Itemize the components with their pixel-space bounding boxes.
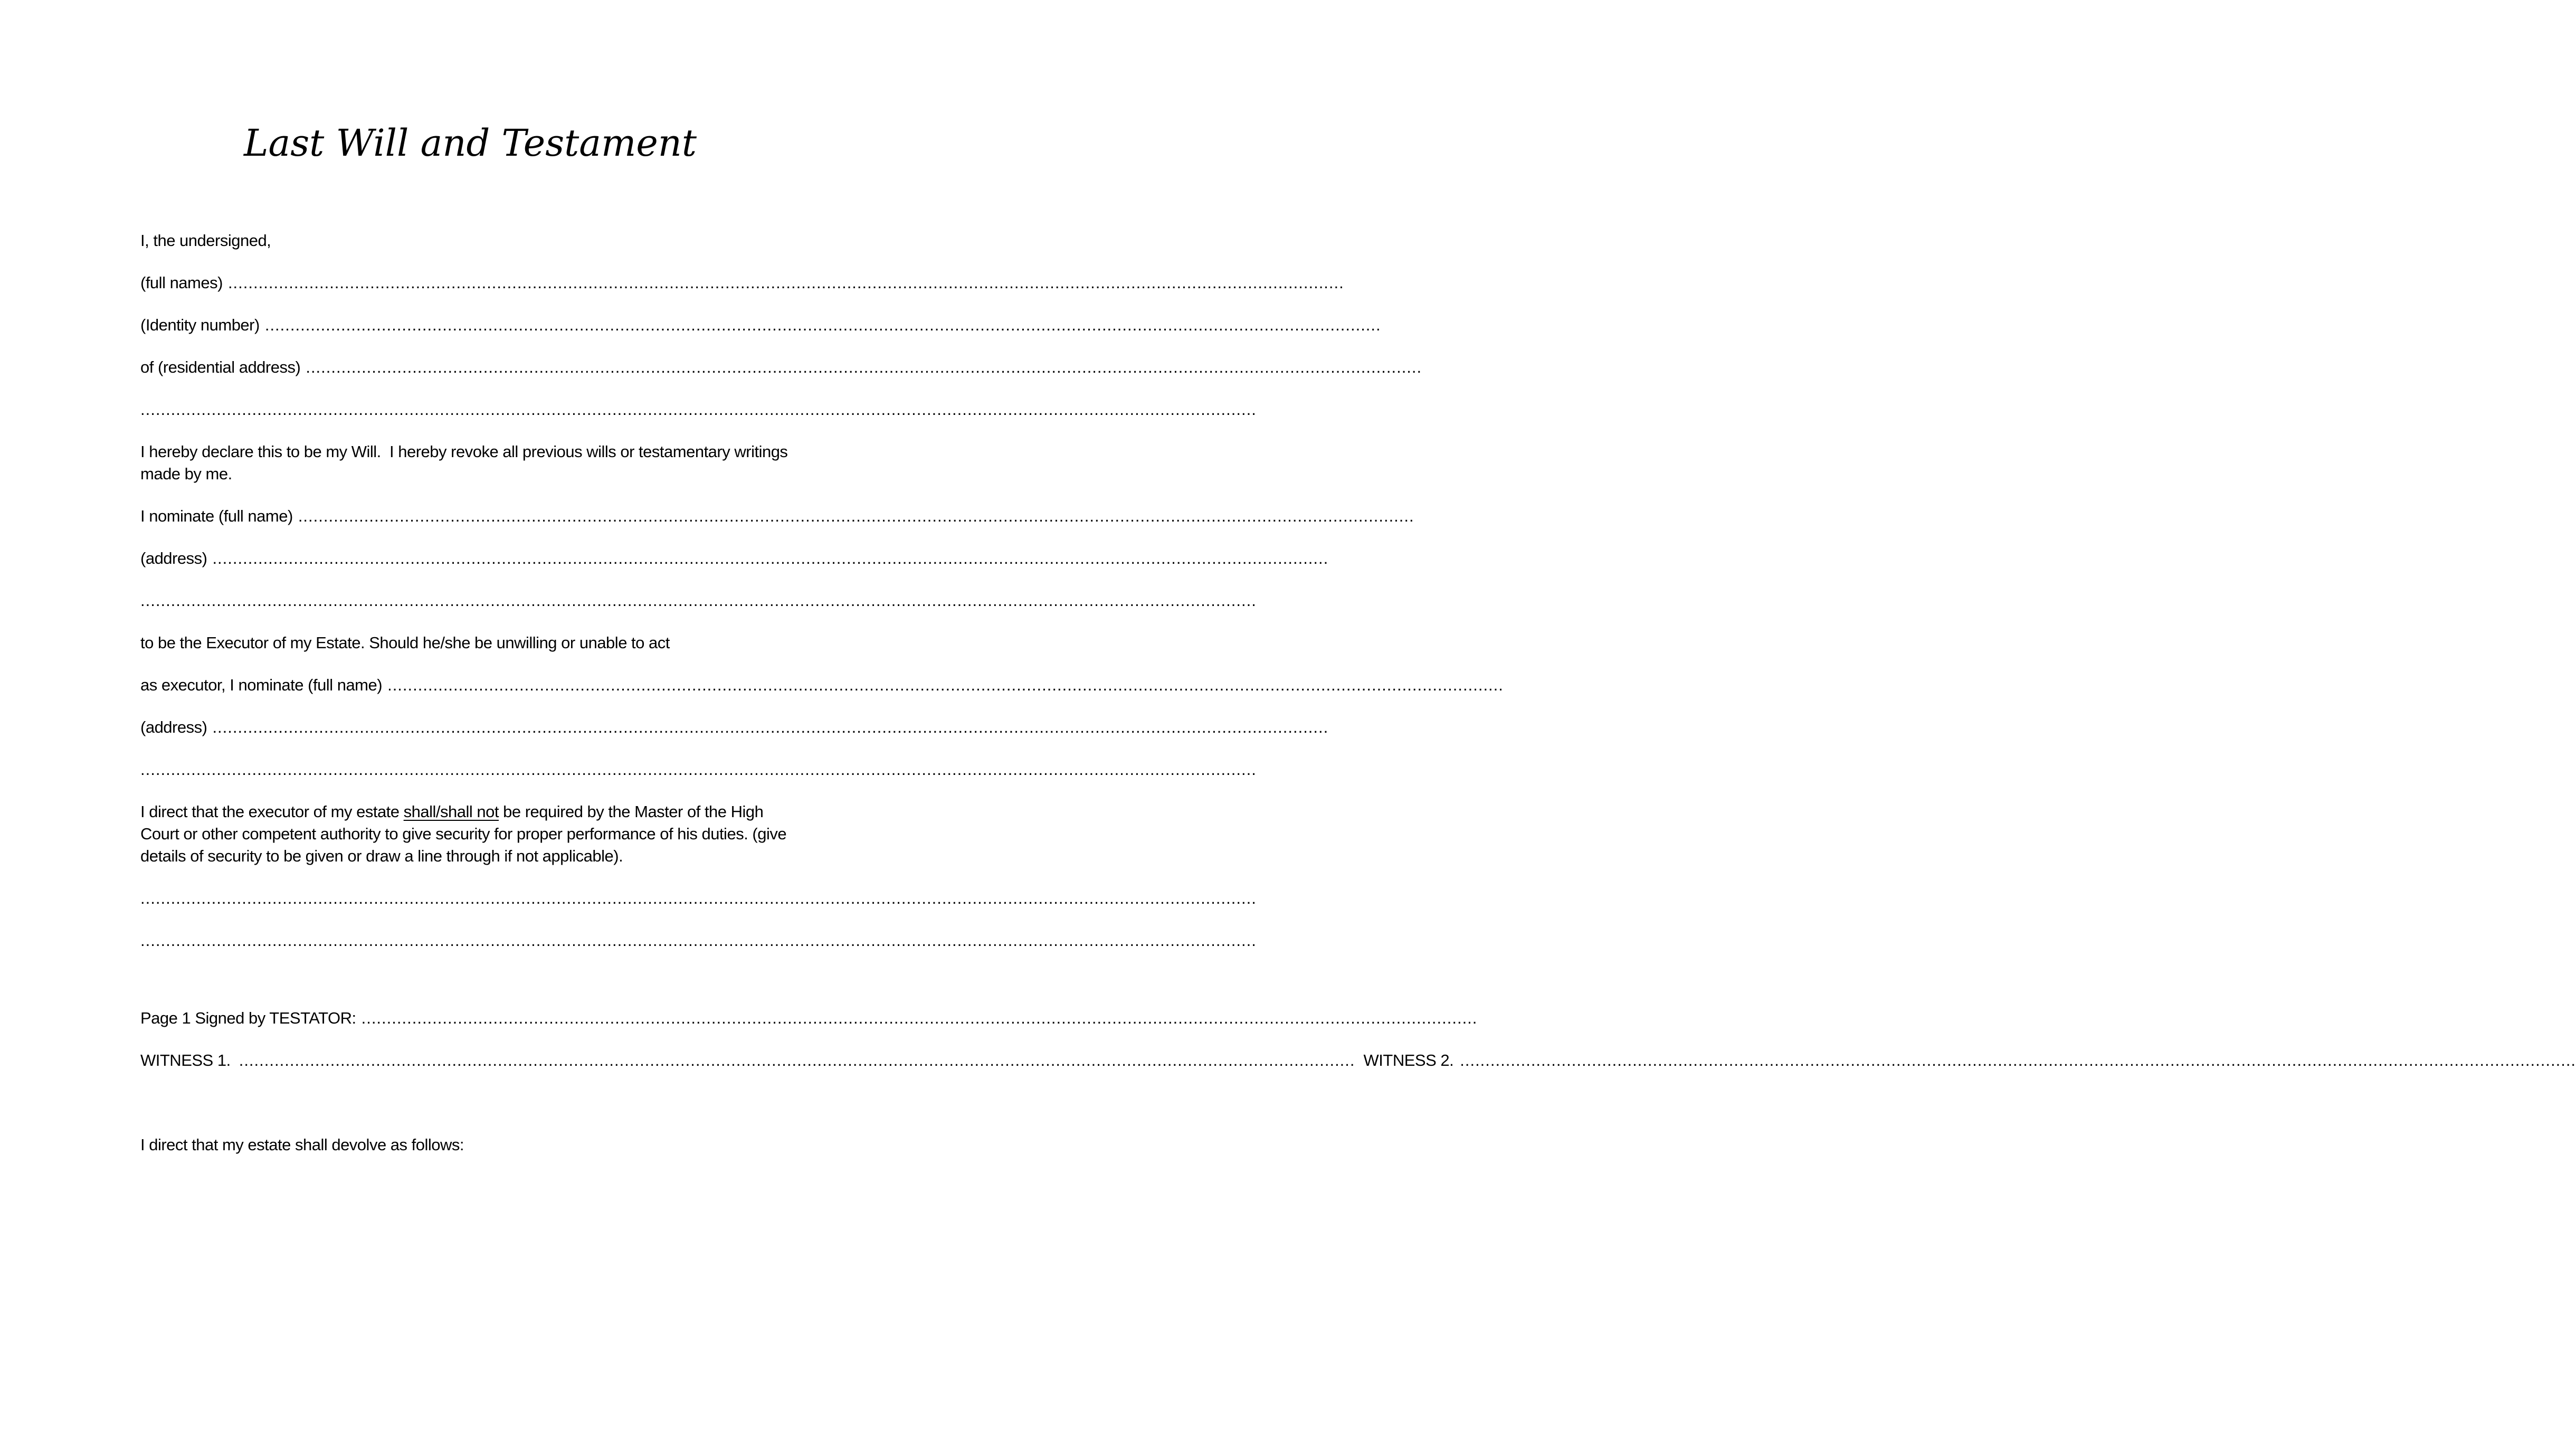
document-title: Last Will and Testament — [243, 121, 697, 165]
alternate-address-row — [140, 716, 1329, 739]
security-shall-shall-not: shall/shall not — [403, 802, 499, 821]
security-text-part1: I direct that the executor of my estate — [140, 802, 404, 821]
security-details-line-2[interactable]: ............................................................................................................................................................................................................................ — [140, 931, 1257, 950]
security-details-line-1[interactable]: ............................................................................................................................................................................................................................ — [140, 889, 1257, 907]
witness2-label: WITNESS 2. — [1363, 1051, 1454, 1069]
alternate-executor-row — [140, 674, 1504, 696]
residential-address-row — [140, 356, 1422, 378]
executor-address-row — [140, 547, 1329, 570]
nominate-executor-label: I nominate (full name) — [140, 507, 293, 525]
nominate-executor-row — [140, 505, 1414, 527]
residential-address-continuation-row — [140, 399, 1257, 421]
full-names-label: (full names) — [140, 273, 223, 292]
witness1-label: WITNESS 1. — [140, 1051, 231, 1069]
security-paragraph — [140, 801, 800, 867]
devolve-heading: I direct that my estate shall devolve as follows: — [140, 1135, 464, 1154]
residential-address-label: of (residential address) — [140, 358, 301, 376]
alternate-address-continuation-line[interactable]: ............................................................................................................................................................................................................................ — [140, 760, 1257, 779]
security-text-part2: be required by the Master of the High Court or other competent authority to give security for proper performance of his duties. (give details of security to be given or draw a line through if not applicable). — [140, 802, 791, 865]
executor-address-continuation-line[interactable]: ............................................................................................................................................................................................................................ — [140, 591, 1257, 610]
executor-address-fill-line[interactable]: ............................................................................................................................................................................................................................ — [212, 549, 1329, 567]
intro-line: I, the undersigned, — [140, 231, 271, 250]
residential-address-fill-line[interactable]: ............................................................................................................................................................................................................................ — [306, 358, 1422, 376]
intro-row — [140, 230, 800, 252]
witness2-signature-line[interactable]: ............................................................................................................................................................................................................................ — [1460, 1051, 2576, 1069]
nominate-executor-fill-line[interactable]: ............................................................................................................................................................................................................................ — [298, 507, 1414, 525]
will-document-page — [0, 119, 2576, 1439]
alternate-address-label: (address) — [140, 718, 207, 736]
identity-number-row — [140, 314, 1381, 336]
testator-signature-label: Page 1 Signed by TESTATOR: — [140, 1009, 356, 1027]
testator-signature-row — [140, 1007, 1478, 1029]
alternate-address-continuation-row — [140, 759, 1257, 781]
residential-address-continuation-line[interactable]: ............................................................................................................................................................................................................................ — [140, 400, 1257, 419]
declaration-paragraph: I hereby declare this to be my Will. I hereby revoke all previous wills or testamentary writings made by me. — [140, 442, 792, 483]
witness1-signature-line[interactable]: ............................................................................................................................................................................................................................ — [239, 1051, 1355, 1069]
executor-address-label: (address) — [140, 549, 207, 567]
executor-address-continuation-row — [140, 590, 1257, 612]
security-details-row-2 — [140, 930, 1257, 952]
security-details-row-1 — [140, 887, 1257, 910]
alternate-executor-label: as executor, I nominate (full name) — [140, 676, 383, 694]
executor-role-line: to be the Executor of my Estate. Should he/she be unwilling or unable to act — [140, 633, 670, 652]
full-names-fill-line[interactable]: ............................................................................................................................................................................................................................ — [227, 273, 1344, 292]
alternate-executor-fill-line[interactable]: ............................................................................................................................................................................................................................ — [387, 676, 1504, 694]
witness-signature-row — [140, 1049, 2576, 1072]
testator-signature-line[interactable]: ............................................................................................................................................................................................................................ — [361, 1009, 1478, 1027]
identity-number-fill-line[interactable]: ............................................................................................................................................................................................................................ — [264, 316, 1381, 334]
identity-number-label: (Identity number) — [140, 316, 260, 334]
full-names-row — [140, 272, 1344, 294]
alternate-address-fill-line[interactable]: ............................................................................................................................................................................................................................ — [212, 718, 1329, 736]
